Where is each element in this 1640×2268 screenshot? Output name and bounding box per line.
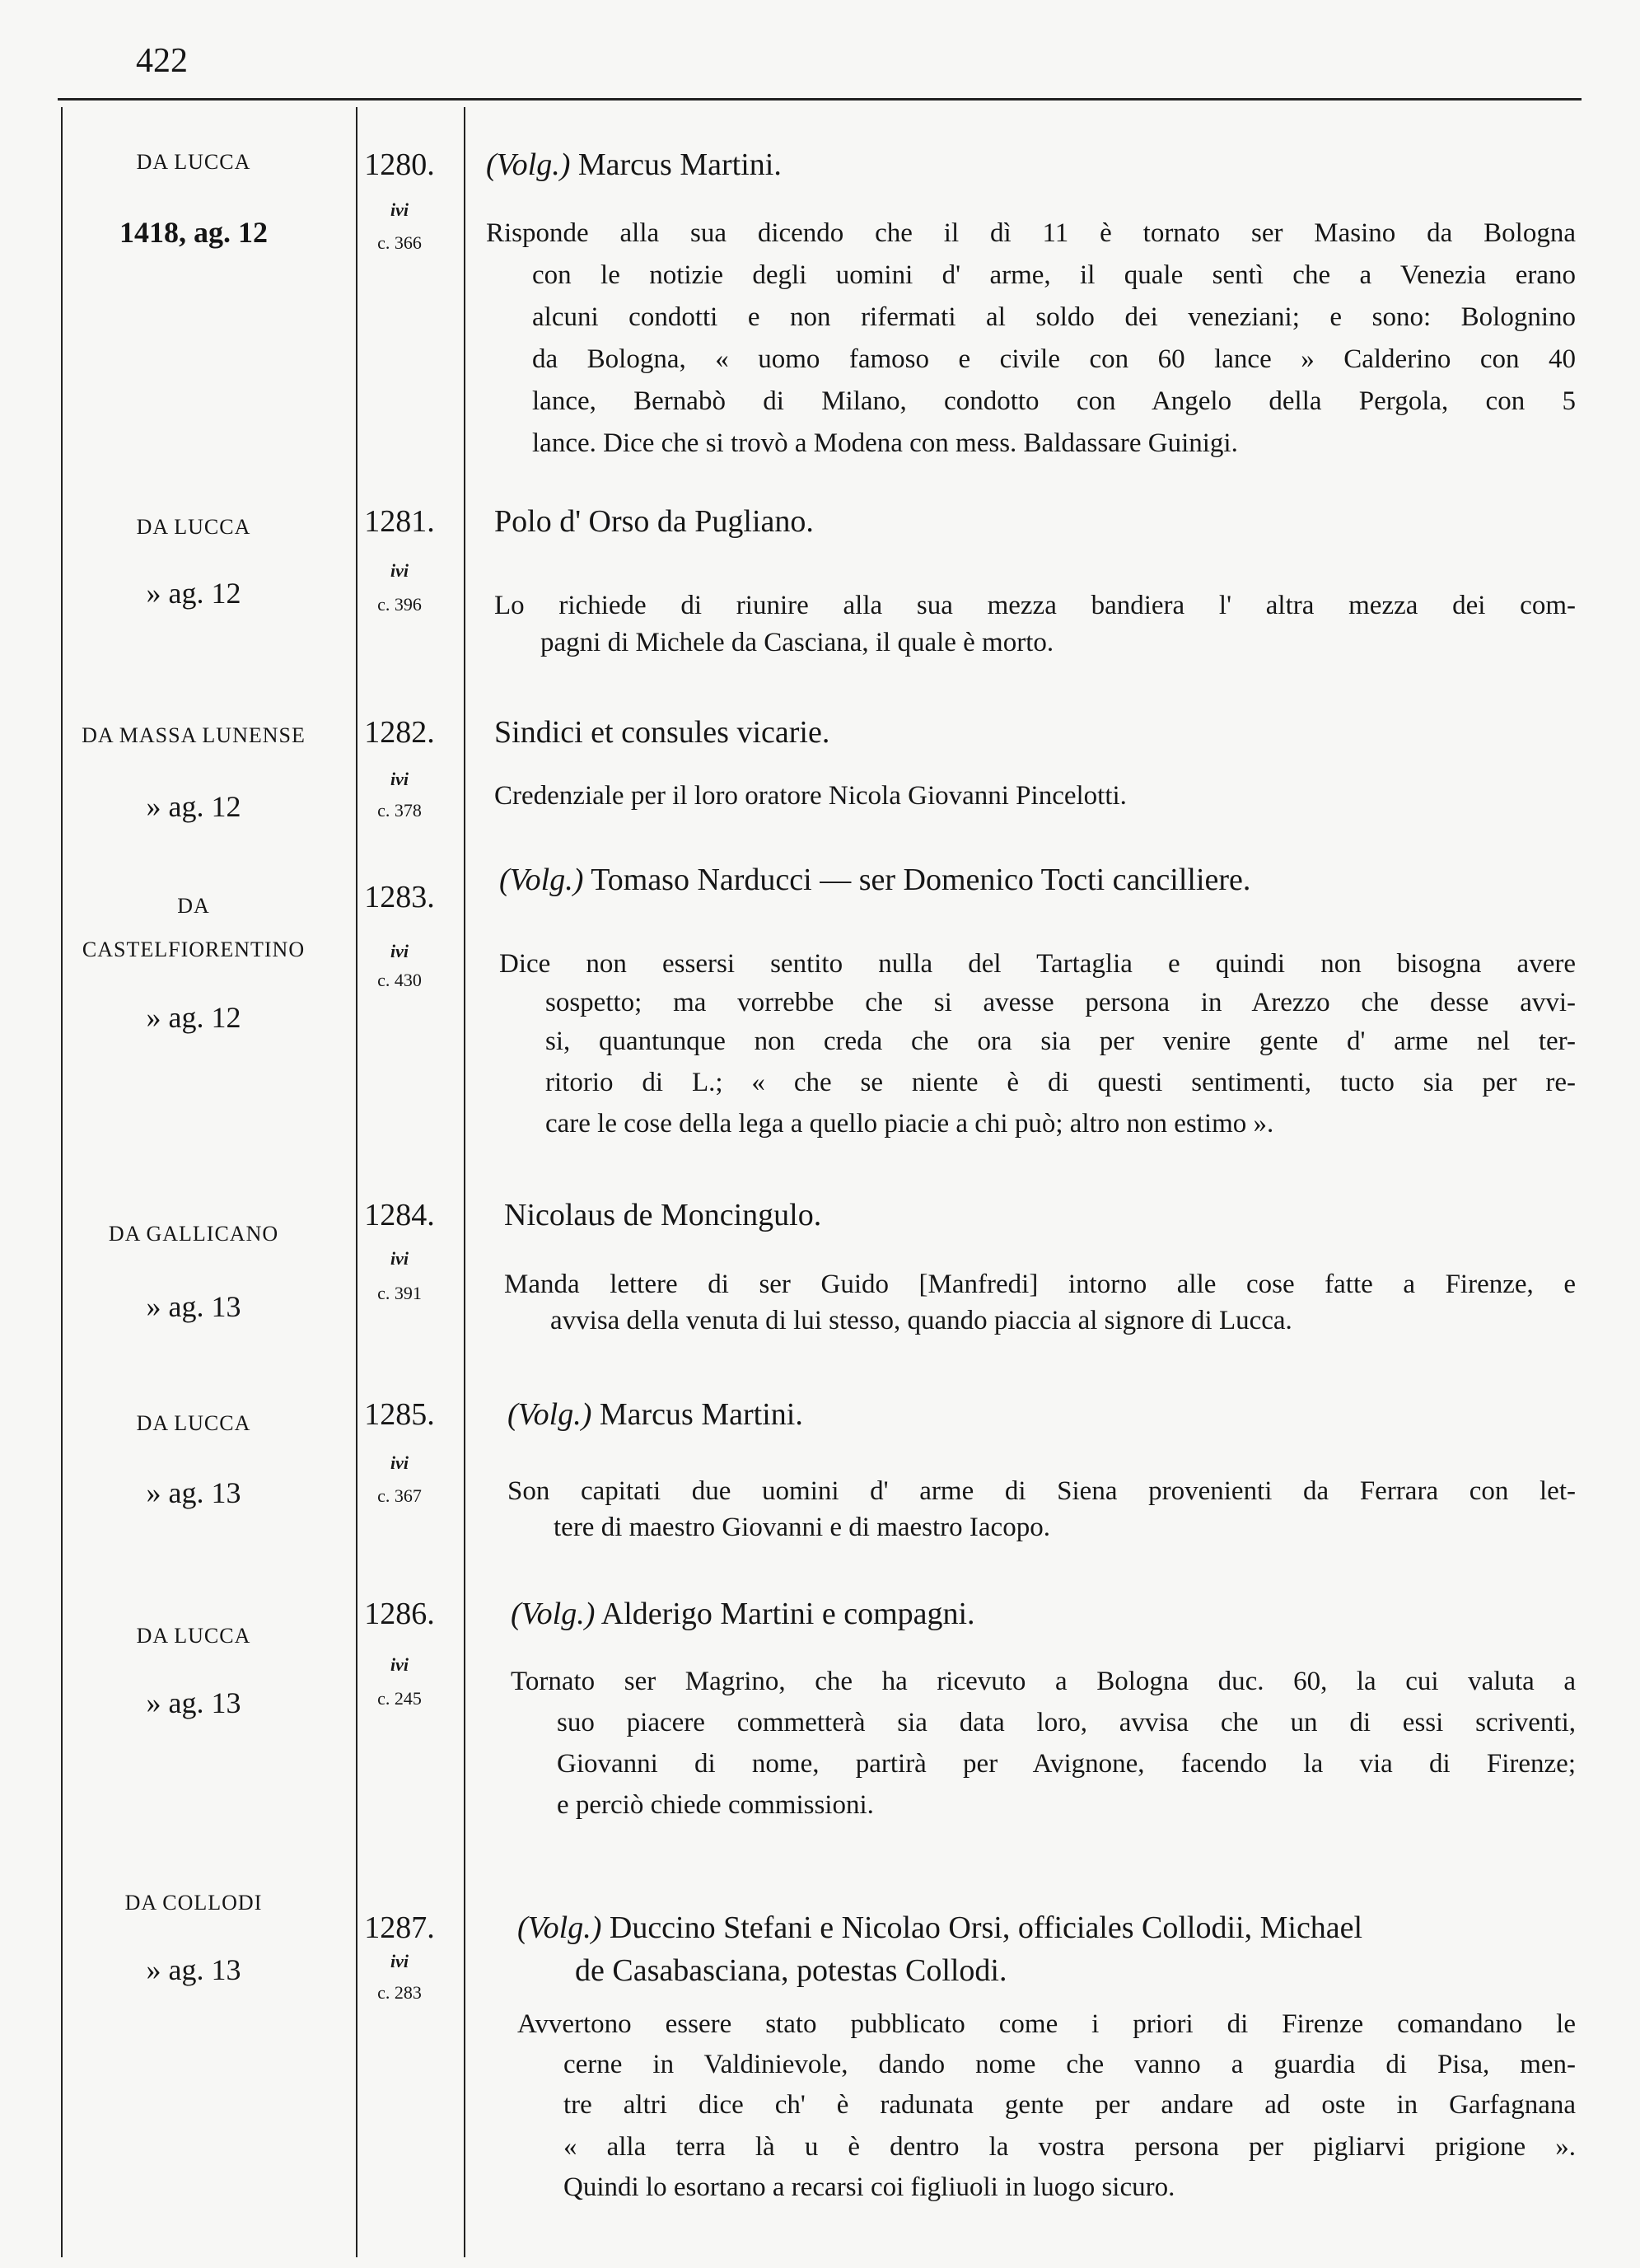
body-line: Manda lettere di ser Guido [Manfredi] intorno alle cose fatte a Firenze, e	[504, 1270, 1576, 1299]
body-line: tere di maestro Giovanni e di maestro Iacopo.	[554, 1513, 1050, 1542]
body-line: Avvertono essere stato pubblicato come i priori di Firenze comandano le	[517, 2009, 1576, 2039]
archive-ivi: ivi	[390, 941, 409, 961]
heading-text: Polo d' Orso da Pugliano.	[494, 504, 814, 539]
entry-heading	[575, 1952, 1007, 1989]
archive-carta: c. 430	[377, 970, 422, 990]
archive-ivi: ivi	[390, 560, 409, 581]
entry-heading	[499, 862, 1250, 898]
body-line: Risponde alla sua dicendo che il dì 11 è tornato ser Masino da Bologna	[486, 218, 1576, 248]
body-line: Giovanni di nome, partirà per Avignone, facendo la via di Firenze;	[557, 1749, 1576, 1779]
body-line: Credenziale per il loro oratore Nicola Giovanni Pincelotti.	[494, 781, 1127, 811]
body-line: da Bologna, « uomo famoso e civile con 60 lance » Calderino con 40	[532, 344, 1576, 374]
entry-number: 1284.	[364, 1198, 435, 1232]
entry-number: 1280.	[364, 147, 435, 182]
body-line: e perciò chiede commissioni.	[557, 1790, 874, 1820]
archive-ivi: ivi	[390, 199, 409, 220]
entry-number: 1281.	[364, 504, 435, 539]
entry-heading	[486, 147, 782, 183]
archive-carta: c. 391	[377, 1283, 422, 1303]
sender-place: DA MASSA LUNENSE	[82, 723, 306, 747]
body-line: si, quantunque non creda che ora sia per venire gente d' arme nel ter-	[545, 1026, 1576, 1056]
body-line: lance. Dice che si trovò a Modena con mess. Baldassare Guinigi.	[532, 428, 1238, 458]
entry-heading	[504, 1197, 821, 1233]
entry-number: 1287.	[364, 1910, 435, 1945]
heading-text: de Casabasciana, potestas Collodi.	[575, 1953, 1007, 1988]
archive-carta: c. 367	[377, 1485, 422, 1506]
heading-text: Tomaso Narducci — ser Domenico Tocti cancilliere.	[591, 863, 1251, 897]
archive-ivi: ivi	[390, 1248, 409, 1269]
body-line: care le cose della lega a quello piacie a chi può; altro non estimo ».	[545, 1109, 1274, 1139]
heading-text: Marcus Martini.	[577, 147, 782, 182]
entry-date: » ag. 13	[146, 1290, 241, 1323]
entry-number: 1286.	[364, 1597, 435, 1631]
body-line: lance, Bernabò di Milano, condotto con Angelo della Pergola, con 5	[532, 386, 1576, 416]
entry-date: » ag. 12	[146, 790, 241, 823]
entry-heading	[517, 1910, 1362, 1946]
entry-heading	[494, 714, 829, 751]
archive-carta: c. 378	[377, 800, 422, 821]
top-rule	[58, 98, 1582, 101]
heading-text: Nicolaus de Moncingulo.	[504, 1198, 822, 1232]
archive-ivi: ivi	[390, 769, 409, 789]
entry-date: » ag. 13	[146, 1686, 241, 1719]
archive-carta: c. 396	[377, 594, 422, 615]
heading-text: Marcus Martini.	[599, 1397, 803, 1432]
volgare-marker: (Volg.)	[517, 1910, 602, 1945]
archive-ivi: ivi	[390, 1452, 409, 1473]
body-line: alcuni condotti e non rifermati al soldo dei veneziani; e sono: Bolognino	[532, 302, 1576, 332]
body-line: Tornato ser Magrino, che ha ricevuto a Bologna duc. 60, la cui valuta a	[511, 1667, 1576, 1696]
volgare-marker: (Volg.)	[499, 863, 584, 897]
heading-text: Alderigo Martini e compagni.	[600, 1597, 975, 1631]
entry-date: » ag. 12	[146, 577, 241, 610]
entry-date: » ag. 13	[146, 1476, 241, 1509]
heading-text: Sindici et consules vicarie.	[494, 715, 830, 750]
entry-date: » ag. 13	[146, 1953, 241, 1986]
page-number: 422	[136, 42, 188, 80]
volgare-marker: (Volg.)	[507, 1397, 592, 1432]
body-line: ritorio di L.; « che se niente è di questi sentimenti, tucto sia per re-	[545, 1068, 1576, 1097]
sender-place: DA LUCCA	[136, 1624, 251, 1648]
body-line: Son capitati due uomini d' arme di Siena provenienti da Ferrara con let-	[507, 1476, 1576, 1506]
archive-ivi: ivi	[390, 1951, 409, 1971]
entry-heading	[511, 1596, 975, 1632]
volgare-marker: (Volg.)	[486, 147, 571, 182]
entry-number: 1285.	[364, 1397, 435, 1432]
body-line: sospetto; ma vorrebbe che si avesse persona in Arezzo che desse avvi-	[545, 988, 1576, 1017]
sender-place: DA LUCCA	[136, 515, 251, 539]
sender-place: DA LUCCA	[136, 1411, 251, 1435]
entry-number: 1283.	[364, 880, 435, 914]
volgare-marker: (Volg.)	[511, 1597, 596, 1631]
body-line: pagni di Michele da Casciana, il quale è morto.	[540, 628, 1054, 657]
entry-heading	[494, 503, 814, 540]
archive-carta: c. 366	[377, 232, 422, 253]
sender-place: DA	[177, 894, 210, 918]
heading-text: Duccino Stefani e Nicolao Orsi, officiales Collodii, Michael	[609, 1910, 1363, 1945]
sender-place: DA GALLICANO	[108, 1222, 279, 1246]
entry-date: 1418, ag. 12	[119, 216, 268, 249]
sender-place: DA COLLODI	[124, 1891, 263, 1915]
entry-number: 1282.	[364, 715, 435, 750]
body-line: suo piacere commetterà sia data loro, avvisa che un di essi scriventi,	[557, 1708, 1576, 1737]
entry-date: » ag. 12	[146, 1001, 241, 1034]
column-divider-left	[61, 107, 63, 2257]
archive-ivi: ivi	[390, 1654, 409, 1675]
sender-place: CASTELFIORENTINO	[82, 938, 306, 961]
body-line: cerne in Valdinievole, dando nome che vanno a guardia di Pisa, men-	[563, 2050, 1576, 2079]
body-line: Lo richiede di riunire alla sua mezza bandiera l' altra mezza dei com-	[494, 591, 1576, 620]
body-line: Quindi lo esortano a recarsi coi figliuoli in luogo sicuro.	[563, 2172, 1175, 2202]
body-line: avvisa della venuta di lui stesso, quando piaccia al signore di Lucca.	[550, 1306, 1292, 1335]
body-line: « alla terra là u è dentro la vostra persona per pigliarvi prigione ».	[563, 2132, 1576, 2162]
archive-carta: c. 245	[377, 1688, 422, 1709]
body-line: con le notizie degli uomini d' arme, il quale sentì che a Venezia erano	[532, 260, 1576, 290]
sender-place: DA LUCCA	[136, 150, 251, 174]
entry-heading	[507, 1396, 803, 1433]
body-line: Dice non essersi sentito nulla del Tartaglia e quindi non bisogna avere	[499, 949, 1576, 979]
archive-carta: c. 283	[377, 1982, 422, 2003]
body-line: tre altri dice ch' è radunata gente per andare ad oste in Garfagnana	[563, 2090, 1576, 2120]
